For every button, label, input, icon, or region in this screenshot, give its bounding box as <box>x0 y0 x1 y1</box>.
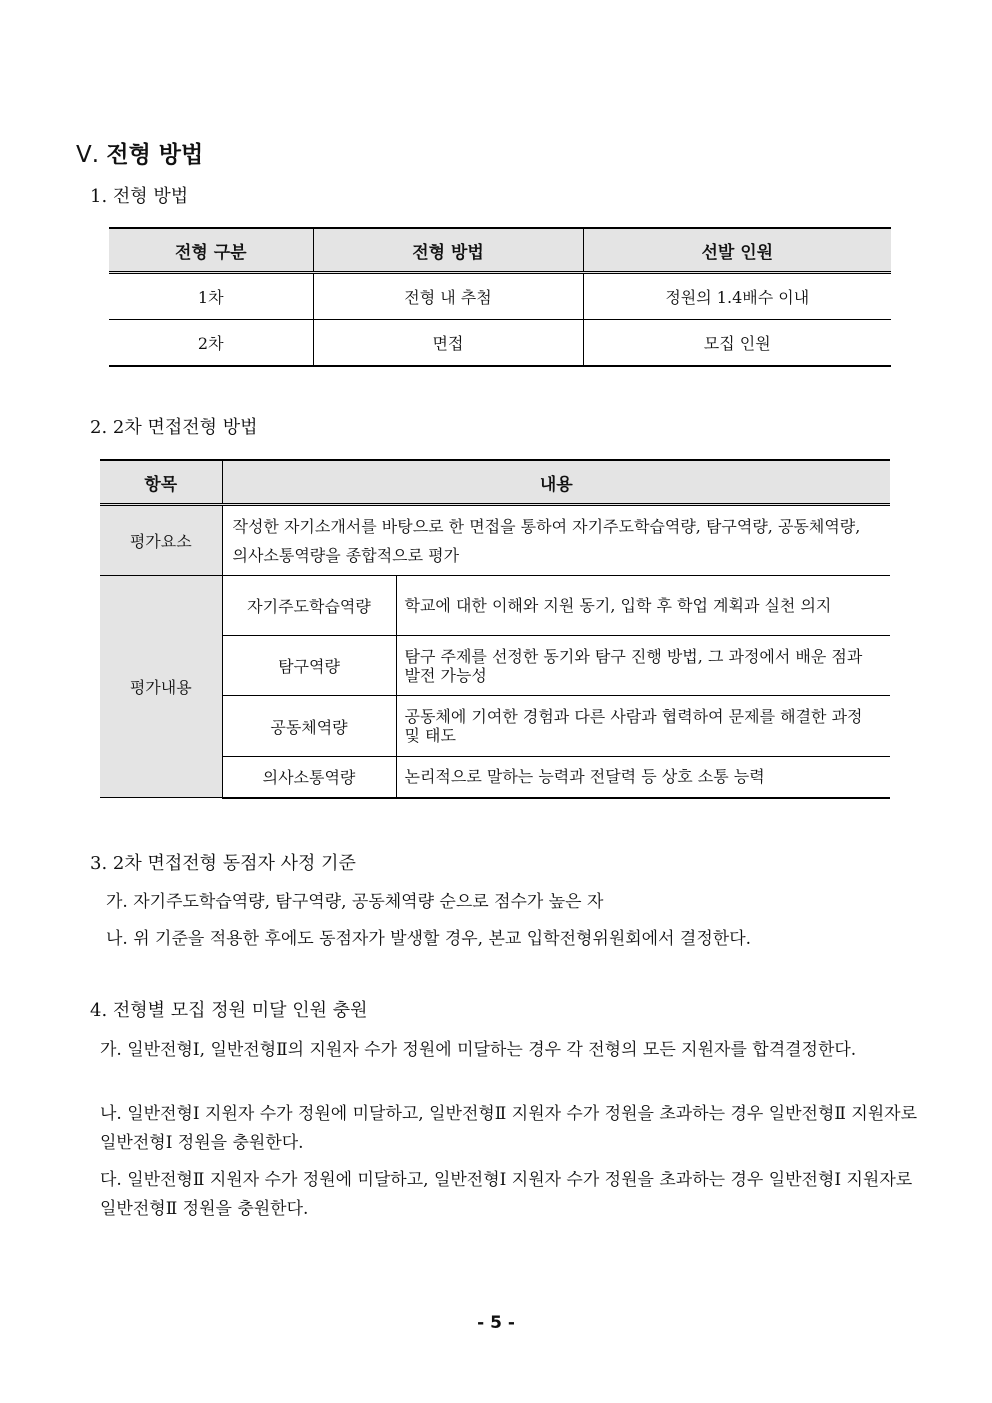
competency-desc: 탐구 주제를 선정한 동기와 탐구 진행 방법, 그 과정에서 배운 점과 발전 가능성 <box>396 636 890 696</box>
header-cell: 항목 <box>100 460 222 505</box>
list-item: 가. 일반전형Ⅰ, 일반전형Ⅱ의 지원자 수가 정원에 미달하는 경우 각 전형의 모든 지원자를 합격결정한다. <box>100 1040 857 1060</box>
page-number: - 5 - <box>477 1313 515 1333</box>
list-item: 다. 일반전형Ⅱ 지원자 수가 정원에 미달하고, 일반전형Ⅰ 지원자 수가 정원을 초과하는 경우 일반전형Ⅰ 지원자로 일반전형Ⅱ 정원을 충원한다. <box>100 1170 913 1219</box>
row-label: 평가요소 <box>100 505 222 576</box>
table-cell: 1차 <box>109 273 313 320</box>
table-header-row <box>100 460 890 505</box>
header-cell: 내용 <box>222 460 890 505</box>
row-label: 평가내용 <box>100 576 222 798</box>
list-item: 나. 위 기준을 적용한 후에도 동점자가 발생할 경우, 본교 입학전형위원회에서 결정한다. <box>106 929 752 949</box>
header-cell: 전형 방법 <box>313 228 583 273</box>
table-row <box>109 273 891 320</box>
competency-name: 의사소통역량 <box>222 757 396 798</box>
table-row <box>100 505 890 576</box>
sub2-heading: 2. 2차 면접전형 방법 <box>90 417 258 438</box>
sub4-heading: 4. 전형별 모집 정원 미달 인원 충원 <box>90 1000 368 1021</box>
sub3-heading: 3. 2차 면접전형 동점자 사정 기준 <box>90 853 356 874</box>
table-cell: 면접 <box>313 320 583 367</box>
table-header-row <box>109 228 891 273</box>
competency-desc: 학교에 대한 이해와 지원 동기, 입학 후 학업 계획과 실천 의지 <box>396 576 890 636</box>
selection-method-table <box>109 227 891 367</box>
section-title-text: 전형 방법 <box>106 142 204 168</box>
summary-text: 작성한 자기소개서를 바탕으로 한 면접을 통하여 자기주도학습역량, 탐구역량, 공동체역량, 의사소통역량을 종합적으로 평가 <box>222 505 890 576</box>
table-cell: 정원의 1.4배수 이내 <box>583 273 891 320</box>
interview-method-table <box>100 459 890 799</box>
section-number: Ⅴ. <box>76 142 100 168</box>
table-row <box>109 320 891 367</box>
table-row <box>100 576 890 636</box>
competency-desc: 논리적으로 말하는 능력과 전달력 등 상호 소통 능력 <box>396 757 890 798</box>
competency-name: 탐구역량 <box>222 636 396 696</box>
competency-name: 자기주도학습역량 <box>222 576 396 636</box>
list-item: 가. 자기주도학습역량, 탐구역량, 공동체역량 순으로 점수가 높은 자 <box>106 892 604 912</box>
sub1-heading: 1. 전형 방법 <box>90 186 189 207</box>
table-cell: 전형 내 추첨 <box>313 273 583 320</box>
header-cell: 선발 인원 <box>583 228 891 273</box>
competency-name: 공동체역량 <box>222 696 396 757</box>
competency-desc: 공동체에 기여한 경험과 다른 사람과 협력하여 문제를 해결한 과정 및 태도 <box>396 696 890 757</box>
table-cell: 2차 <box>109 320 313 367</box>
section-title <box>76 140 203 170</box>
table-cell: 모집 인원 <box>583 320 891 367</box>
list-item: 나. 일반전형Ⅰ 지원자 수가 정원에 미달하고, 일반전형Ⅱ 지원자 수가 정원을 초과하는 경우 일반전형Ⅱ 지원자로 일반전형Ⅰ 정원을 충원한다. <box>100 1104 918 1153</box>
header-cell: 전형 구분 <box>109 228 313 273</box>
